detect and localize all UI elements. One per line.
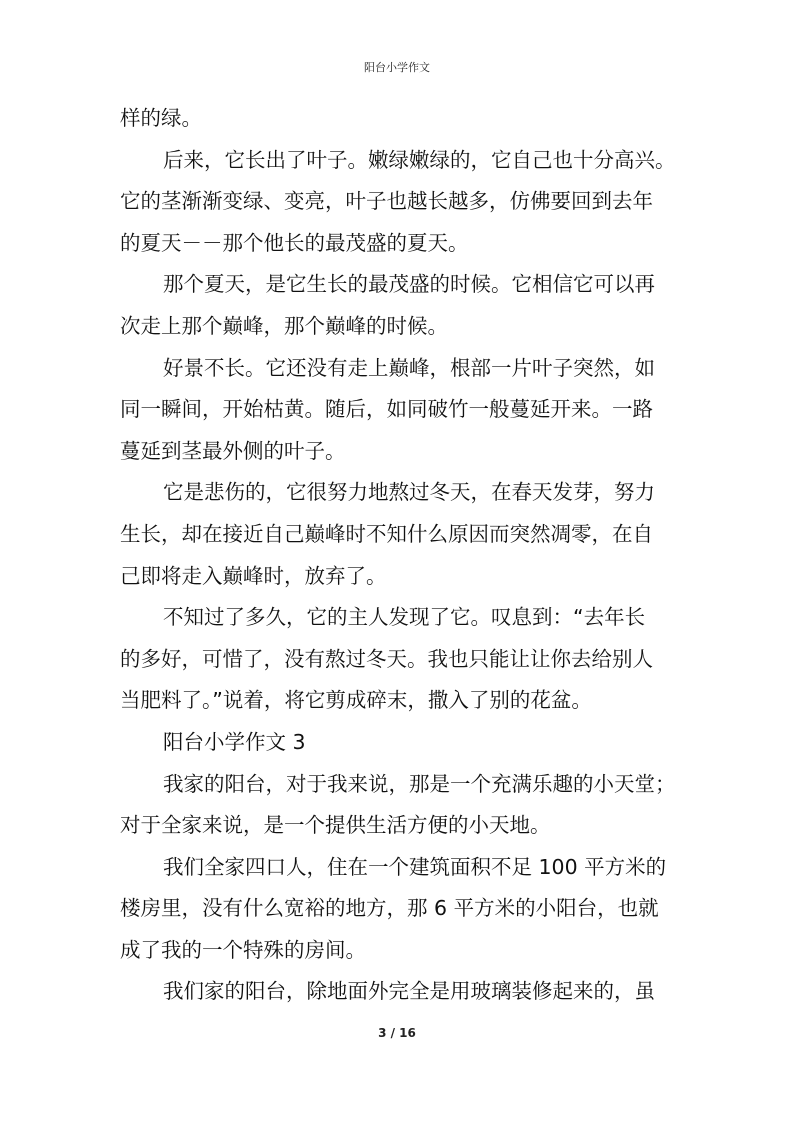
- text-line: 我家的阳台，对于我来说，那是一个充满乐趣的小天堂；: [163, 771, 676, 796]
- text-line: 后来，它长出了叶子。嫩绿嫩绿的，它自己也十分高兴。: [163, 147, 676, 172]
- text-line: 那个夏天，是它生长的最茂盛的时候。它相信它可以再: [163, 272, 655, 297]
- page-number: 3 / 16: [378, 1026, 416, 1040]
- text-line: 蔓延到茎最外侧的叶子。: [120, 438, 346, 463]
- text-line: 的多好，可惜了，没有熬过冬天。我也只能让让你去给别人: [120, 646, 653, 671]
- text-line: 我们全家四口人，住在一个建筑面积不足 100 平方米的: [163, 854, 667, 879]
- text-line: 样的绿。: [120, 106, 202, 130]
- text-line: 好景不长。它还没有走上巅峰，根部一片叶子突然，如: [163, 355, 655, 380]
- text-line: 生长，却在接近自己巅峰时不知什么原因而突然凋零，在自: [120, 521, 653, 546]
- text-line: 不知过了多久，它的主人发现了它。叹息到：“去年长: [163, 605, 646, 630]
- text-line: 它是悲伤的，它很努力地熬过冬天，在春天发芽，努力: [163, 480, 655, 505]
- text-line: 它的茎渐渐变绿、变亮，叶子也越长越多，仿佛要回到去年: [120, 189, 653, 214]
- text-line: 阳台小学作文 3: [163, 729, 306, 754]
- page-header: 阳台小学作文: [364, 61, 430, 74]
- text-line: 同一瞬间，开始枯黄。随后，如同破竹一般蔓延开来。一路: [120, 397, 653, 422]
- text-line: 当肥料了。”说着，将它剪成碎末，撒入了别的花盆。: [120, 688, 592, 713]
- document-body: [120, 98, 676, 1013]
- text-line: 我们家的阳台，除地面外完全是用玻璃装修起来的，虽: [163, 979, 655, 1004]
- text-line: 对于全家来说，是一个提供生活方便的小天地。: [120, 813, 551, 838]
- text-line: 的夏天－－那个他长的最茂盛的夏天。: [120, 230, 469, 255]
- text-line: 己即将走入巅峰时，放弃了。: [120, 563, 387, 588]
- text-line: 楼房里，没有什么宽裕的地方，那 6 平方米的小阳台，也就: [120, 896, 659, 921]
- text-line: 次走上那个巅峰，那个巅峰的时候。: [120, 313, 448, 338]
- text-line: 成了我的一个特殊的房间。: [120, 937, 366, 962]
